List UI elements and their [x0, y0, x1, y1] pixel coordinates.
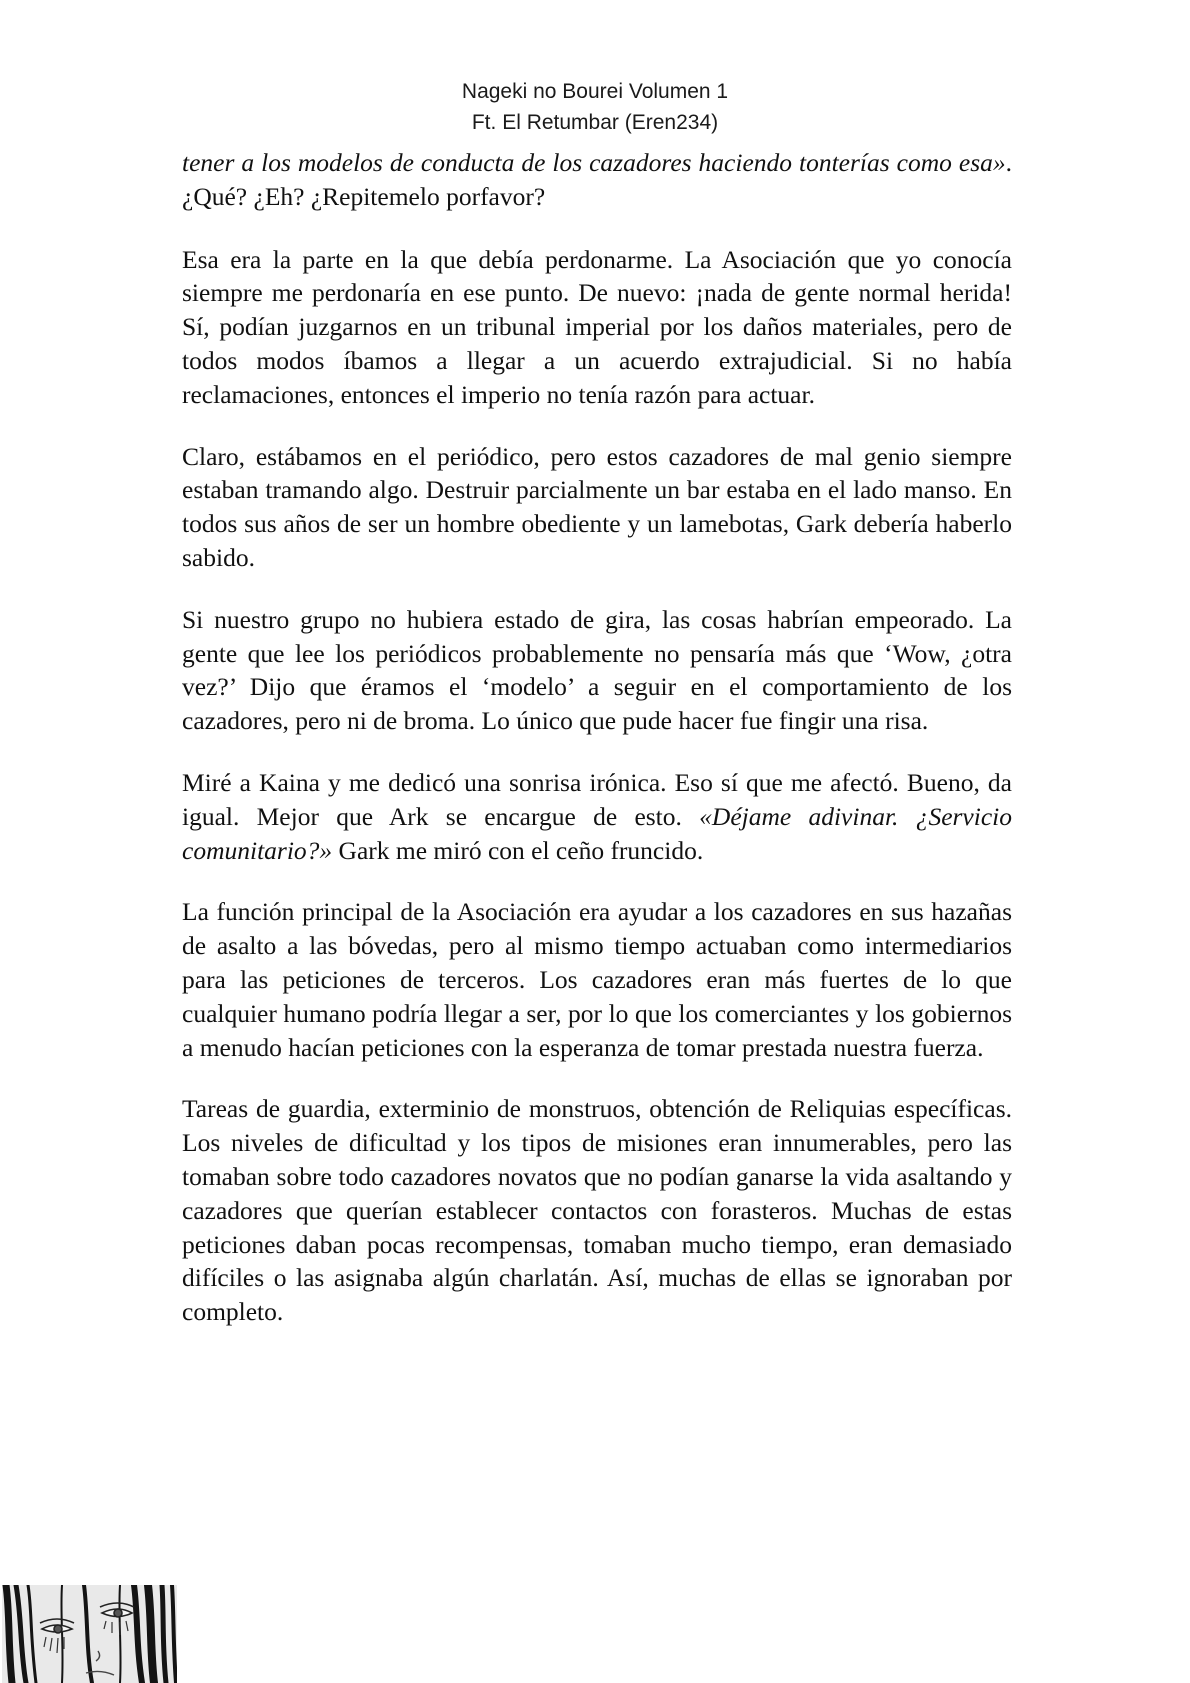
text-run: Gark me miró con el ceño fruncido. — [332, 835, 704, 865]
page-header — [0, 76, 1190, 138]
text-run: . ¿Qué? ¿Eh? ¿Repitemelo porfavor? — [182, 148, 1012, 211]
text-run: Claro, estábamos en el periódico, pero estos cazadores de mal genio siempre estaban tramando algo. Destruir parcialmente un bar estaba en el lado manso. En todos sus años de ser un hombre obediente y un lamebotas, Gark debería haberlo sabido. — [182, 441, 1012, 572]
header-title: Nageki no Bourei Volumen 1 — [461, 80, 729, 103]
paragraph — [182, 1092, 1012, 1329]
italic-quote: tener a los modelos de conducta de los cazadores haciendo tonterías como esa» — [182, 148, 1006, 177]
paragraph — [182, 603, 1012, 738]
text-run: Si nuestro grupo no hubiera estado de gira, las cosas habrían empeorado. La gente que lee los periódicos probablemente no pensaría más que ‘Wow, ¿otra vez?’ Dijo que éramos el ‘modelo’ a seguir en el comportamiento de los cazadores, pero ni de broma. Lo único que pude hacer fue fingir una risa. — [182, 604, 1012, 736]
paragraph — [182, 766, 1012, 867]
header-subtitle: Ft. El Retumbar (Eren234) — [471, 111, 719, 134]
paragraph — [182, 440, 1012, 575]
text-run: La función principal de la Asociación era ayudar a los cazadores en sus hazañas de asalto a las bóvedas, pero al mismo tiempo actuaban como intermediarios para las peticiones de terceros. Los cazadores eran más fuertes de lo que cualquier humano podría llegar a ser, por lo que los comerciantes y los gobiernos a menudo hacían peticiones con la esperanza de tomar prestada nuestra fuerza. — [182, 897, 1012, 1062]
paragraph — [182, 146, 1012, 214]
text-run: Esa era la parte en la que debía perdonarme. La Asociación que yo conocía siempre me perdonaría en ese punto. De nuevo: ¡nada de gente normal herida! Sí, podían juzgarnos en un tribunal imperial por los daños materiales, pero de todos modos íbamos a llegar a un acuerdo extrajudicial. Si no había reclamaciones, entonces el imperio no tenía razón para actuar. — [182, 244, 1012, 409]
text-run: Tareas de guardia, exterminio de monstruos, obtención de Reliquias específicas. Los niveles de dificultad y los tipos de misiones eran innumerables, pero las tomaban sobre todo cazadores novatos que no podían ganarse la vida asaltando y cazadores que querían establecer contactos con forasteros. Muchas de estas peticiones daban pocas recompensas, tomaban mucho tiempo, eran demasiado difíciles o las asignaba algún charlatán. Así, muchas de ellas se ignoraban por completo. — [182, 1094, 1012, 1327]
illustration-image — [2, 1585, 177, 1683]
paragraph — [182, 243, 1012, 412]
document-body — [182, 146, 1012, 1357]
paragraph — [182, 895, 1012, 1064]
italic-quote: «Déjame adivinar. ¿Servicio comunitario?» — [182, 801, 1012, 865]
text-run: Miré a Kaina y me dedicó una sonrisa irónica. Eso sí que me afectó. Bueno, da igual. Mejor que Ark se encargue de esto. — [182, 767, 1012, 831]
manga-illustration — [2, 1585, 177, 1683]
